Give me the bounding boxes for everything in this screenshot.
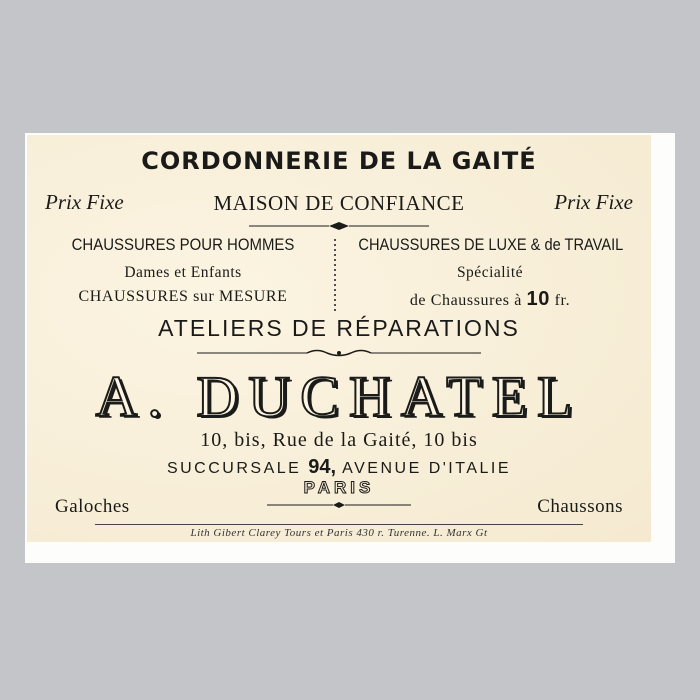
street-address: 10, bis, Rue de la Gaité, 10 bis (200, 429, 478, 451)
branch-address (27, 456, 651, 479)
prix-fixe-left: Prix Fixe (45, 190, 124, 214)
trade-card (27, 135, 651, 542)
price-value: 10 (526, 288, 550, 310)
printer-credit: Lith Gibert Clarey Tours et Paris 430 r. Turenne. L. Marx Gt (190, 527, 488, 539)
left-heading: CHAUSSURES POUR HOMMES (71, 235, 295, 254)
branch-number: 94, (308, 456, 337, 478)
right-heading: CHAUSSURES DE LUXE & de TRAVAIL (358, 235, 624, 254)
right-line-3-a: de Chaussures à (409, 292, 522, 309)
price-unit: fr. (554, 292, 571, 309)
card-title: CORDONNERIE DE LA GAITÉ (141, 147, 537, 175)
left-line-3-b: sur (193, 288, 215, 305)
branch-label: SUCCURSALE (166, 460, 302, 477)
city-name: PARIS (303, 478, 375, 497)
left-line-2: Dames et Enfants (124, 264, 242, 281)
ornament-rule-top (249, 222, 429, 230)
ateliers-heading: ATELIERS DE RÉPARATIONS (158, 315, 520, 341)
right-line-2: Spécialité (456, 264, 524, 281)
footer-rule (95, 524, 583, 525)
left-line-3-a: CHAUSSURES (78, 288, 189, 305)
proprietor-name: A. DUCHATEL (95, 364, 583, 429)
maison-de-confiance: MAISON DE CONFIANCE (213, 191, 465, 215)
left-line-3 (35, 288, 331, 306)
right-line-3 (337, 288, 643, 311)
left-line-3-c: MESURE (219, 288, 288, 305)
ornament-rule-bottom (267, 502, 411, 508)
galoches-label: Galoches (55, 496, 130, 517)
branch-street: AVENUE D'ITALIE (342, 460, 512, 477)
prix-fixe-right: Prix Fixe (554, 190, 633, 214)
chaussons-label: Chaussons (537, 496, 623, 517)
ornament-rule-middle (197, 348, 481, 358)
